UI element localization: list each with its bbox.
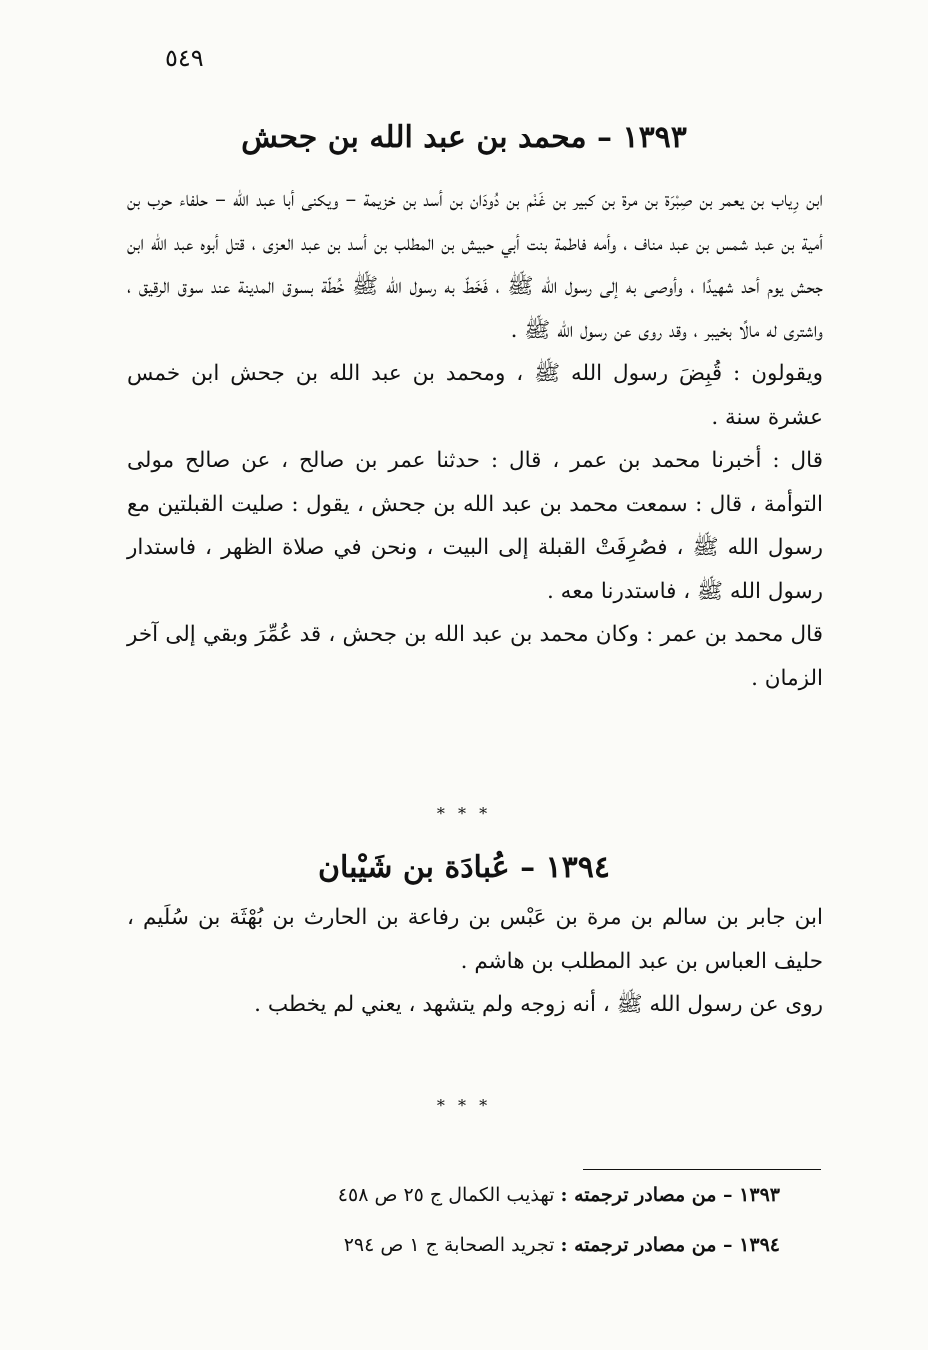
footnote-divider (583, 1169, 821, 1170)
paragraph: ابن رِياب بن يعمر بن صِبْرَة بن مرة بن كبير بن غَنْم بن دُودَان بن أسد بن خزيمة – ويكنى أبا عبد الله – حلفاء حرب بن أمية بن عبد شمس بن عبد مناف ، وأمه فاطمة بنت أبي حبيش بن المطلب بن أسد بن عبد العزى ، قتل أبوه عبد الله ابن جحش يوم أحد شهيدًا ، وأوصى به إلى رسول الله ﷺ ، فَخَطّ به رسول الله ﷺ خُطّة بسوق المدينة عند سوق الرقيق ، واشترى له مالًا بخيبر ، وقد روى عن رسول الله ﷺ . (127, 187, 823, 343)
footnote-label: ١٣٩٤ – من مصادر ترجمته : (560, 1234, 780, 1256)
entry-heading: ١٣٩٤ – عُبادَة بن شَيْبان (317, 850, 610, 885)
entry-body (127, 896, 823, 1027)
paragraph: قال : أخبرنا محمد بن عمر ، قال : حدثنا عمر بن صالح ، عن صالح مولى التوأمة ، قال : سمعت محمد بن عبد الله بن جحش ، يقول : صليت القبلتين مع رسول الله ﷺ ، فصُرِفَتْ القبلة إلى البيت ، ونحن في صلاة الظهر ، فاستدار رسول الله ﷺ ، فاستدرنا معه . (127, 448, 823, 604)
section-separator: * * * (436, 804, 492, 823)
section-separator: * * * (436, 1096, 492, 1115)
footnote (338, 1184, 780, 1206)
entry-body (127, 178, 823, 700)
paragraph: روى عن رسول الله ﷺ ، أنه زوجه ولم يتشهد ، يعني لم يخطب . (254, 992, 823, 1017)
footnote-label: ١٣٩٣ – من مصادر ترجمته : (560, 1184, 780, 1206)
footnote-text: تجريد الصحابة ج ١ ص ٢٩٤ (343, 1234, 555, 1256)
paragraph: ويقولون : قُبِضَ رسول الله ﷺ ، ومحمد بن عبد الله بن جحش ابن خمس عشرة سنة . (127, 361, 823, 430)
paragraph: قال محمد بن عمر : وكان محمد بن عبد الله بن جحش ، قد عُمِّرَ وبقي إلى آخر الزمان . (127, 622, 823, 691)
footnote-text: تهذيب الكمال ج ٢٥ ص ٤٥٨ (337, 1184, 555, 1206)
footnote (344, 1234, 780, 1256)
entry-heading: ١٣٩٣ – محمد بن عبد الله بن جحش (241, 120, 687, 155)
paragraph: ابن جابر بن سالم بن مرة بن عَبْس بن رفاعة بن الحارث بن بُهْثَة بن سُلَيم ، حليف العباس بن عبد المطلب بن هاشم . (127, 905, 823, 974)
page-number: ٥٤٩ (165, 44, 204, 72)
